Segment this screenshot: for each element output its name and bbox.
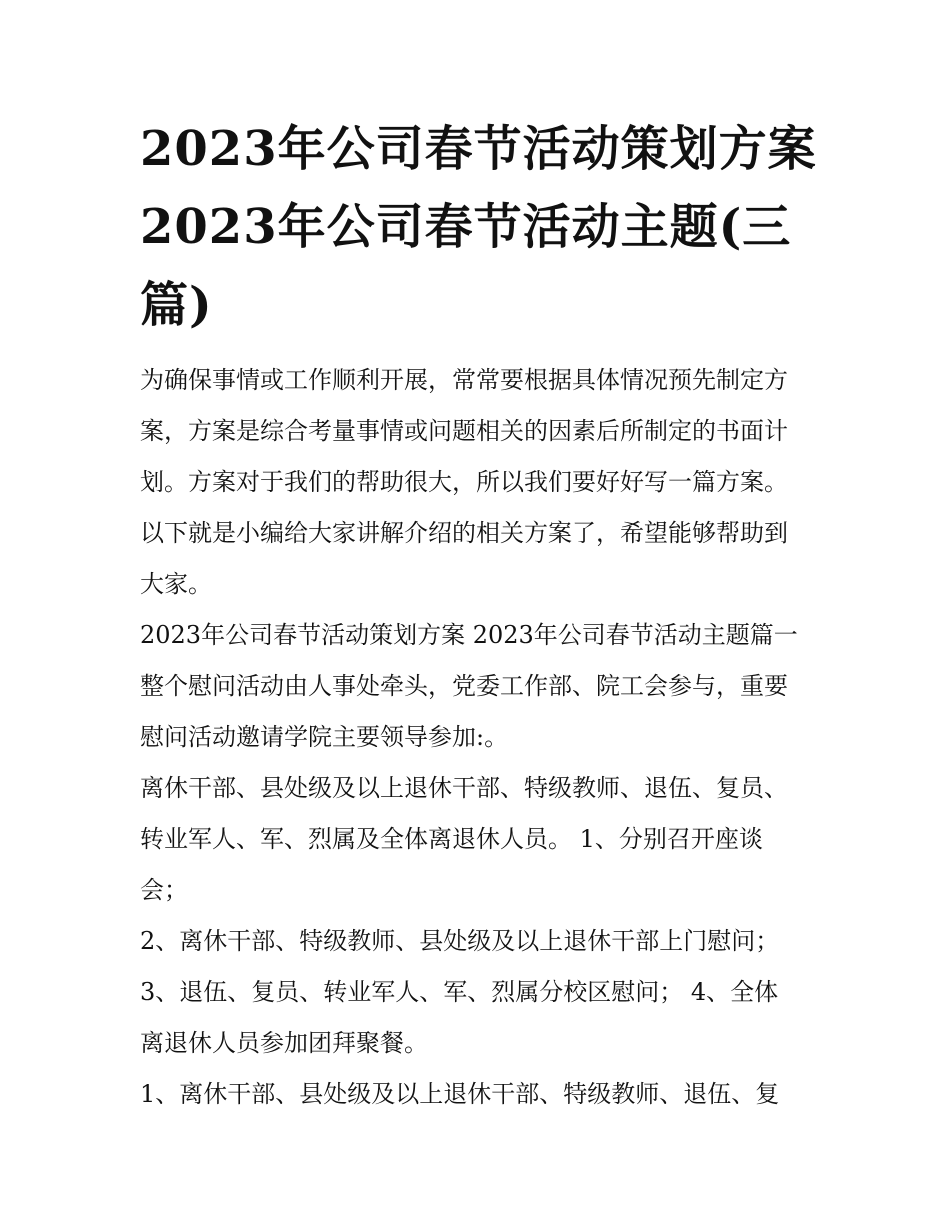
body-line: 慰问活动邀请学院主要领导参加:。 [140, 723, 509, 751]
document-body [140, 355, 830, 1120]
body-line: 为确保事情或工作顺利开展，常常要根据具体情况预先制定方 [140, 366, 788, 394]
body-line: 1、离休干部、县处级及以上退休干部、特级教师、退伍、复 [140, 1080, 780, 1108]
body-line: 整个慰问活动由人事处牵头，党委工作部、院工会参与，重要 [140, 672, 788, 700]
title-line: 篇) [140, 277, 213, 333]
body-line: 3、退伍、复员、转业军人、军、烈属分校区慰问； 4、全体 [140, 978, 779, 1006]
body-line: 离退休人员参加团拜聚餐。 [140, 1029, 428, 1057]
body-line: 划。方案对于我们的帮助很大，所以我们要好好写一篇方案。 [140, 468, 788, 496]
document-title [140, 110, 830, 344]
body-line: 会； [140, 876, 188, 904]
body-line: 案，方案是综合考量事情或问题相关的因素后所制定的书面计 [140, 417, 788, 445]
body-line: 以下就是小编给大家讲解介绍的相关方案了，希望能够帮助到 [140, 519, 788, 547]
body-line: 2、离休干部、特级教师、县处级及以上退休干部上门慰问； [140, 927, 780, 955]
body-line: 2023年公司春节活动策划方案 2023年公司春节活动主题篇一 [140, 621, 798, 649]
body-line: 转业军人、军、烈属及全体离退休人员。 1、分别召开座谈 [140, 825, 763, 853]
title-line: 2023年公司春节活动策划方案 [140, 121, 817, 177]
body-line: 离休干部、县处级及以上退休干部、特级教师、退伍、复员、 [140, 774, 788, 802]
body-line: 大家。 [140, 570, 212, 598]
title-line: 2023年公司春节活动主题(三 [140, 199, 792, 255]
